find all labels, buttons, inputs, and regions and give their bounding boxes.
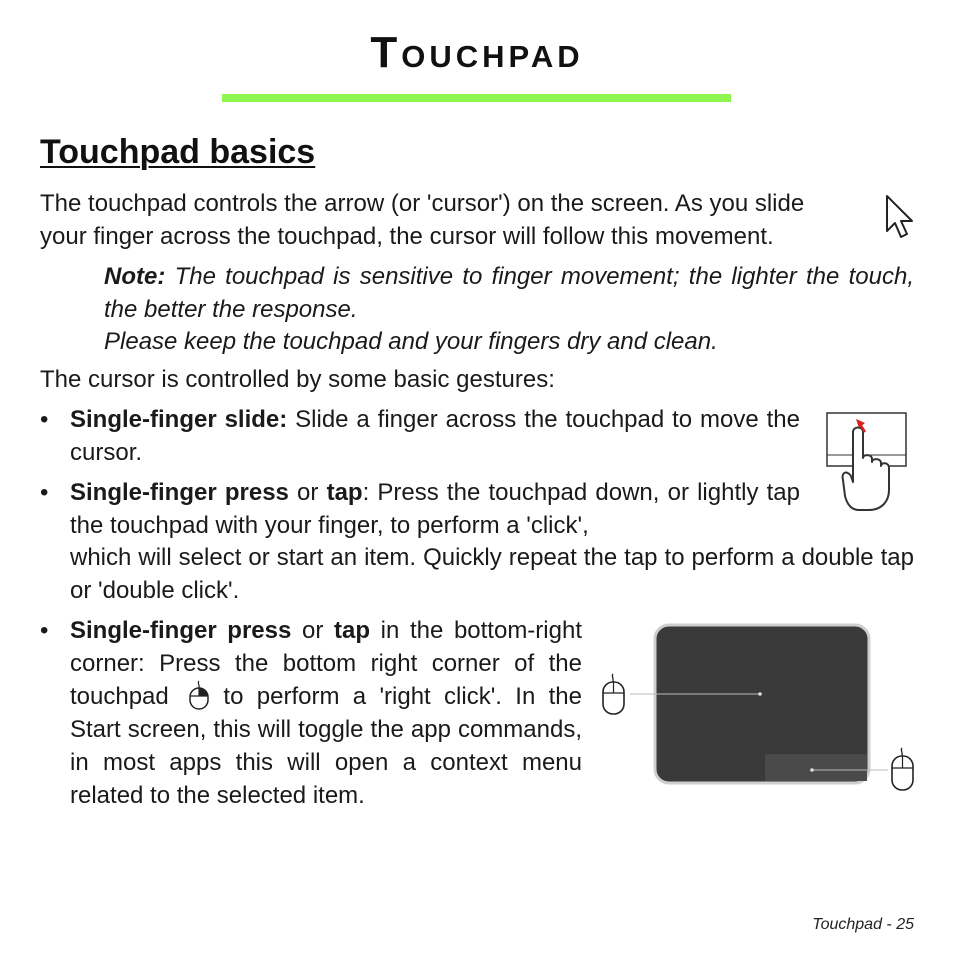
intro-line-2: your finger across the touchpad, the cursor will follow this movement. — [40, 223, 774, 250]
bullet-press-text-a: : Press the touchpad down, or lightly tap the touchpad with your finger, to perform a 'click', — [70, 479, 800, 539]
bullet-marker: • — [40, 406, 49, 433]
note-text-2: Please keep the touchpad and your fingers dry and clean. — [104, 328, 718, 355]
mouse-right-click-icon-diagram — [892, 748, 913, 790]
note-text-1: The touchpad is sensitive to finger movement; the lighter the touch, the better the response. — [104, 263, 914, 323]
bullet-right-text-a: in the bottom-right corner: Press the bottom right corner of the touchpad — [70, 617, 582, 710]
intro-line-1: The touchpad controls the arrow (or 'cursor') on the screen. As you slide — [40, 190, 805, 217]
title-underline-bar — [222, 94, 731, 102]
bullet-press-text-b: which will select or start an item. Quickly repeat the tap to perform a double tap or 'double click'. — [70, 544, 914, 604]
bullet-marker: • — [40, 479, 49, 506]
bullet-press-tap — [70, 476, 800, 542]
section-title: Touchpad basics — [40, 133, 316, 171]
intro-paragraph — [40, 187, 890, 253]
bullet-slide — [70, 403, 800, 469]
finger-slide-illustration — [825, 410, 909, 514]
bullet-right-click — [70, 614, 582, 812]
bullet-slide-title: Single-finger slide: — [70, 406, 288, 433]
gestures-intro: The cursor is controlled by some basic gestures: — [40, 366, 555, 393]
bullet-press-title: Single-finger press — [70, 479, 289, 506]
note-block — [104, 260, 914, 326]
bullet-press-or: or — [288, 479, 327, 506]
mouse-left-click-icon — [603, 674, 624, 714]
bullet-slide-text: Slide a finger across the touchpad to move the cursor. — [70, 406, 800, 466]
bullet-right-press-title: Single-finger press — [70, 617, 292, 644]
bullet-right-tap-title: tap — [333, 617, 370, 644]
page-footer: Touchpad - 25 — [812, 916, 914, 933]
bullet-tap-title: tap — [326, 479, 363, 506]
bullet-right-or: or — [291, 617, 334, 644]
chapter-title: Touchpad — [370, 28, 584, 77]
bullet-right-text-b: to perform a 'right click'. In the Start screen, this will toggle the app commands, in most apps this will open a context menu related to the selected item. — [70, 683, 582, 809]
note-label: Note: — [104, 263, 166, 290]
bullet-marker: • — [40, 617, 49, 644]
mouse-right-click-icon — [188, 680, 210, 710]
cursor-arrow-icon — [884, 194, 916, 242]
touchpad-diagram — [600, 622, 920, 800]
